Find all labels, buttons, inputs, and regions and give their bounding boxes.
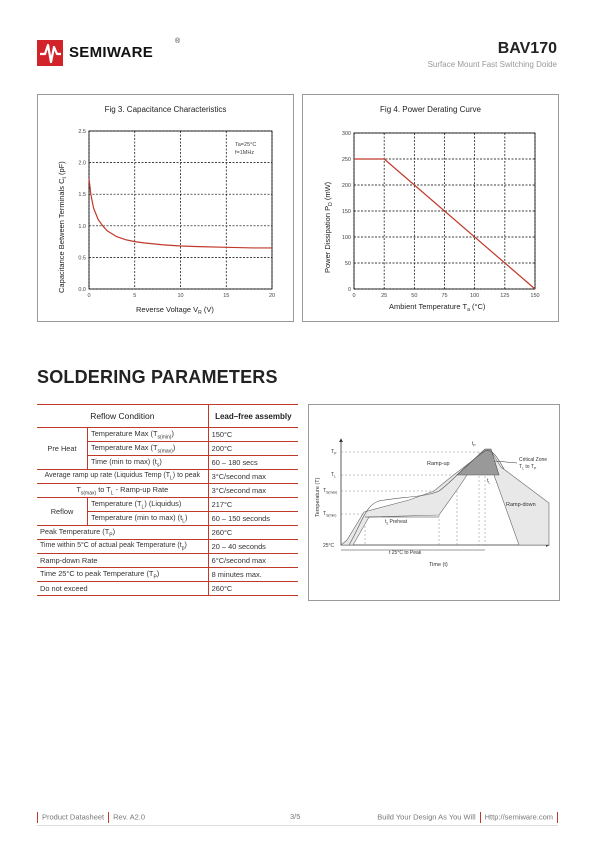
table-cell-label: Average ramp up rate (Liquidus Temp $(T_L)$ to peak [37, 470, 208, 484]
fig4-y-tick-label: 250 [341, 157, 351, 163]
fig3-x-tick-label: 0 [87, 293, 91, 299]
table-row [37, 498, 298, 512]
fig3-y-tick-label: 1.5 [78, 192, 86, 199]
table-row [37, 568, 298, 582]
footer-tagline: Build Your Design As You Will [377, 812, 476, 822]
fig4-chart [303, 95, 558, 321]
fig3-y-tick-label: 2.5 [78, 129, 86, 135]
reflow-critical-zone-range: $T_L$ to $T_P$ [519, 464, 537, 471]
fig3-y-tick-label: 2.0 [78, 160, 86, 167]
fig3-y-tick-label: 1.0 [78, 223, 86, 230]
fig3-annotation-freq: f=1MHz [235, 150, 255, 156]
footer-rule [37, 825, 558, 826]
reflow-xlabel: Time (t) [429, 562, 448, 568]
reflow-profile-svg [309, 405, 559, 600]
fig3-y-tick-label: 0.0 [78, 287, 86, 293]
table-cell-value: 200°C [208, 442, 298, 456]
table-row [37, 428, 298, 442]
table-row [37, 582, 298, 596]
table-row [37, 554, 298, 568]
reflow-tl-time-label: $t_L$ [487, 478, 491, 485]
header-reflow-condition: Reflow Condition [37, 405, 208, 428]
table-cell-value: 60 – 180 secs [208, 456, 298, 470]
table-cell-label: Temperature Max $(T_{s(min)})$ [88, 428, 209, 442]
semiware-logo-icon [37, 38, 67, 68]
fig4-y-tick-label: 300 [341, 131, 351, 137]
table-cell-value: 20 – 40 seconds [208, 540, 298, 554]
fig3-panel [37, 94, 294, 322]
footer-page-number: 3/5 [290, 812, 301, 821]
fig3-x-tick-label: 5 [133, 293, 137, 299]
table-cell-label: Temperature Max $(T_{s(max)})$ [88, 442, 209, 456]
section-title: SOLDERING PARAMETERS [37, 367, 278, 387]
fig4-x-tick-label: 75 [441, 293, 448, 299]
soldering-table [37, 404, 298, 596]
reflow-rampdown-label: Ramp-down [506, 502, 536, 508]
reflow-tsmax-label: $T_{S(max)}$ [323, 488, 338, 495]
header-lead-free: Lead–free assembly [208, 405, 298, 428]
table-cell-value: 3°C/second max [208, 484, 298, 498]
fig4-title: Fig 4. Power Derating Curve [380, 105, 481, 114]
table-cell-value: 3°C/second max [208, 470, 298, 484]
reflow-tp-time-label: $t_P$ [472, 441, 476, 448]
footer-divider [557, 812, 558, 823]
fig4-y-tick-label: 0 [347, 287, 351, 293]
table-cell-value: 8 minutes max. [208, 568, 298, 582]
table-row [37, 484, 298, 498]
footer-left [37, 812, 145, 823]
table-cell-label: Time within 5°C of actual peak Temperature $(t_p)$ [37, 540, 208, 554]
table-cell-label: Peak Temperature $(T_P)$ [37, 526, 208, 540]
fig3-ylabel: Capacitance Between Terminals $C_t$ (pF) [57, 161, 68, 293]
table-cell-label: Time 25°C to peak Temperature $(T_P)$ [37, 568, 208, 582]
table-cell-label: Temperature (min to max) $(t_L)$ [88, 512, 209, 526]
reflow-tl-label: $T_L$ [331, 472, 337, 479]
fig4-x-tick-label: 150 [530, 293, 540, 299]
reflow-tsmin-label: $T_{S(min)}$ [323, 511, 337, 518]
fig4-xlabel: Ambient Temperature $T_a$ (°C) [389, 302, 486, 313]
table-header-row [37, 405, 298, 428]
table-cell-value: 150°C [208, 428, 298, 442]
part-subtitle: Surface Mount Fast Switching Doide [427, 60, 557, 69]
footer-product-datasheet: Product Datasheet [42, 812, 105, 822]
brand-name: SEMIWARE [69, 44, 154, 61]
table-cell-value: 6°C/second max [208, 554, 298, 568]
fig4-x-tick-label: 0 [352, 293, 356, 299]
registered-mark: ® [175, 38, 181, 45]
footer-revision: Rev. A2.0 [113, 812, 146, 822]
fig4-x-tick-label: 125 [500, 293, 510, 299]
footer-divider [108, 812, 109, 823]
fig4-y-tick-label: 200 [341, 183, 351, 189]
fig3-xlabel: Reverse Voltage $V_R$ (V) [136, 305, 214, 316]
reflow-25-to-peak-label: t 25°C to Peak [389, 550, 422, 556]
reflow-25c-label: 25°C [323, 543, 335, 549]
fig4-y-tick-label: 150 [341, 209, 351, 215]
fig4-x-tick-label: 50 [411, 293, 418, 299]
table-row [37, 540, 298, 554]
fig4-y-tick-label: 50 [344, 261, 351, 267]
reflow-ylabel: Temperature (T) [315, 477, 321, 517]
reflow-rampup-label: Ramp-up [427, 461, 450, 467]
fig4-x-tick-label: 100 [470, 293, 480, 299]
table-cell-label: Do not exceed [37, 582, 208, 596]
footer-website-link[interactable]: Http://semiware.com [484, 812, 553, 822]
table-cell-label: $T_{s(max)}$ to $T_L$ - Ramp-up Rate [37, 484, 208, 498]
table-cell-label: Time (min to max) $(t_s)$ [88, 456, 209, 470]
preheat-label: Pre Heat [37, 428, 88, 470]
brand-logo [37, 38, 187, 68]
table-row [37, 470, 298, 484]
fig3-title: Fig 3. Capacitance Characteristics [104, 105, 227, 114]
reflow-preheat-label: $t_s$ Preheat [385, 519, 408, 526]
fig4-panel [302, 94, 559, 322]
footer-divider [480, 812, 481, 823]
reflow-critical-zone-label: Critical Zone [519, 457, 548, 463]
fig3-chart [38, 95, 293, 321]
fig3-y-tick-label: 0.5 [78, 255, 86, 262]
table-row [37, 526, 298, 540]
part-number: BAV170 [497, 40, 557, 57]
table-cell-value: 260°C [208, 582, 298, 596]
fig3-annotation-temp: Ta=25°C [235, 142, 257, 148]
table-cell-value: 60 – 150 seconds [208, 512, 298, 526]
table-cell-label: Ramp-down Rate [37, 554, 208, 568]
fig3-x-tick-label: 10 [177, 293, 184, 299]
table-cell-value: 260°C [208, 526, 298, 540]
reflow-profile-diagram [308, 404, 560, 601]
footer-divider [37, 812, 38, 823]
table-cell-label: Temperature $(T_L)$ (Liquidus) [88, 498, 209, 512]
footer-right [377, 812, 558, 823]
fig4-y-tick-label: 100 [341, 235, 351, 241]
table-cell-value: 217°C [208, 498, 298, 512]
reflow-label: Reflow [37, 498, 88, 526]
fig3-x-tick-label: 20 [268, 293, 276, 299]
fig3-x-tick-label: 15 [223, 293, 230, 299]
fig4-x-tick-label: 25 [381, 293, 388, 299]
reflow-tp-label: $T_P$ [331, 449, 337, 456]
fig4-ylabel: Power Dissipation $P_D$ (mW) [323, 181, 334, 273]
